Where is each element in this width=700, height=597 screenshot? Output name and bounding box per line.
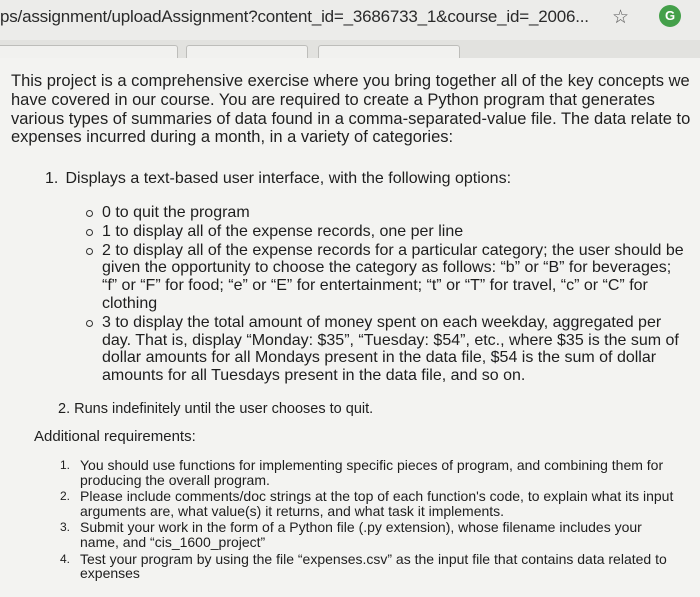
list-item — [60, 489, 680, 518]
intro-paragraph: This project is a comprehensive exercise where you bring together all of the key concepts we have covered in our course. You are required to create a Python program that generates various types of summaries of data found in a comma-separated-value file. The data relate to expenses incurred during a month, in a variety of categories: — [11, 72, 691, 147]
extension-badge-icon[interactable]: G — [659, 5, 681, 27]
tab[interactable] — [0, 45, 178, 58]
additional-requirements-list — [60, 458, 680, 583]
list-item — [60, 458, 680, 487]
list-item: 3 to display the total amount of money spent on each weekday, aggregated per day. That is, display “Monday: $35”, “Tuesday: $54”, etc., where $35 is the sum of dollar amounts for all Mondays present in the data file, $54 is the sum of dollar amounts for all Tuesdays present in the data file, and so on. — [84, 314, 684, 385]
list-item — [60, 552, 680, 581]
requirement-1 — [45, 170, 685, 188]
list-item — [60, 520, 680, 549]
url-text[interactable]: ps/assignment/uploadAssignment?content_id=_3686733_1&course_id=_2006... — [0, 7, 589, 26]
tab[interactable] — [186, 45, 308, 58]
item-number: 1. — [60, 458, 71, 472]
options-list — [84, 204, 684, 386]
requirement-1-number: 1. — [45, 170, 59, 187]
item-text: Test your program by using the file “expenses.csv” as the input file that contains data related to expenses — [80, 550, 667, 582]
item-text: You should use functions for implementing specific pieces of program, and combining them for producing the overall program. — [80, 457, 664, 488]
tab[interactable] — [318, 45, 460, 58]
list-item: 2 to display all of the expense records for a particular category; the user should be given the opportunity to choose the category as follows: “b” or “B” for beverages; “f” or “F” for food; “e” or “E” for entertainment; “t” or “T” for travel, “c” or “C” for clothing — [84, 242, 684, 313]
list-item: 0 to quit the program — [84, 204, 684, 222]
item-text: Submit your work in the form of a Python file (.py extension), whose filename includes your name, and “cis_1600_project” — [80, 519, 642, 550]
additional-requirements-heading: Additional requirements: — [34, 428, 196, 445]
list-item: 1 to display all of the expense records, one per line — [84, 223, 684, 241]
address-bar[interactable] — [0, 0, 700, 41]
item-number: 2. — [60, 489, 71, 504]
requirement-2: 2. Runs indefinitely until the user chooses to quit. — [58, 401, 374, 417]
item-text: Please include comments/doc strings at the top of each function's code, to explain what its input arguments are, what value(s) it returns, and what task it implements. — [80, 488, 674, 519]
requirement-1-text: Displays a text-based user interface, with the following options: — [65, 170, 512, 187]
item-number: 4. — [60, 551, 71, 566]
item-number: 3. — [60, 520, 71, 535]
star-outline-icon[interactable]: ☆ — [612, 7, 630, 28]
